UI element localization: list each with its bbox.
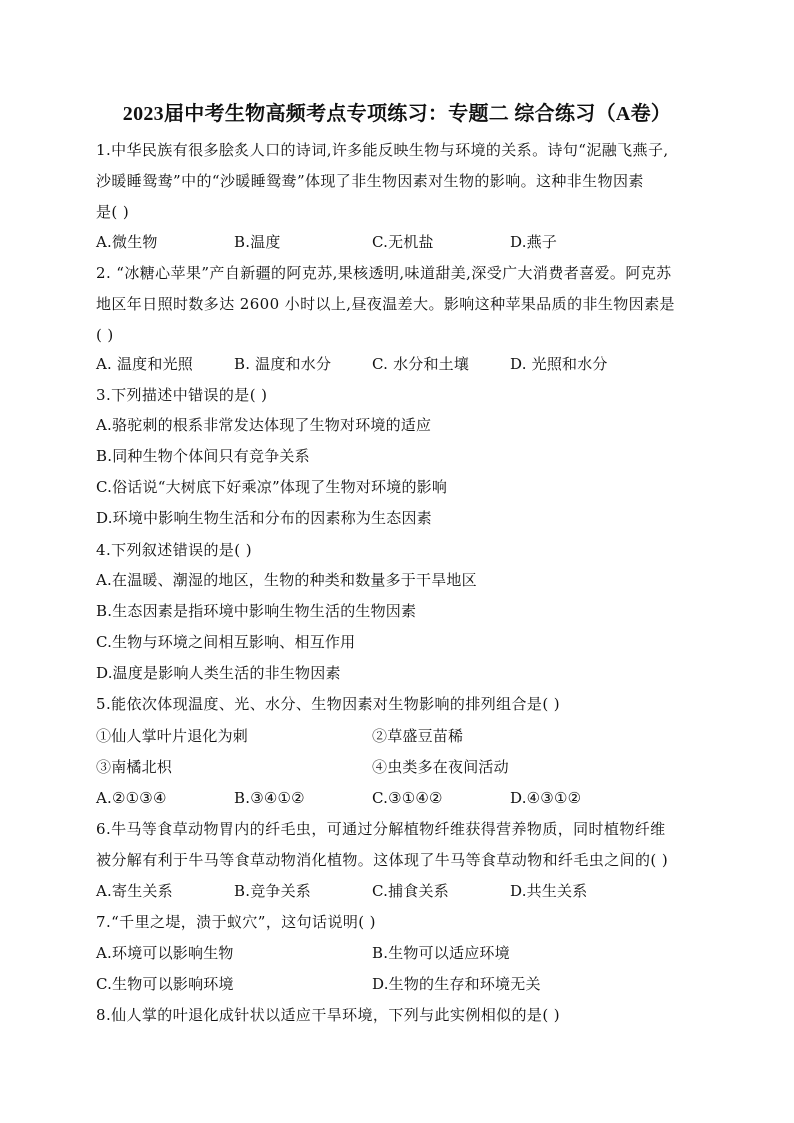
question-5-item-3: ③南橘北枳	[96, 758, 173, 776]
question-7-option-c: C.生物可以影响环境	[96, 975, 234, 993]
question-5-option-c: C.③①④②	[372, 789, 443, 807]
question-2-option-b: B. 温度和水分	[234, 355, 332, 373]
question-2-option-d: D. 光照和水分	[510, 355, 608, 373]
question-4-option-b: B.生态因素是指环境中影响生物生活的生物因素	[96, 602, 417, 620]
question-4-option-a: A.在温暖、潮湿的地区，生物的种类和数量多于干旱地区	[96, 571, 477, 589]
question-5-option-b: B.③④①②	[234, 789, 305, 807]
question-6-option-b: B.竞争关系	[234, 882, 311, 900]
question-7-option-a: A.环境可以影响生物	[96, 944, 234, 962]
question-7-stem: 7.“千里之堤，溃于蚁穴”，这句话说明( )	[96, 913, 376, 931]
question-1-option-a: A.微生物	[96, 233, 158, 251]
question-3-option-b: B.同种生物个体间只有竞争关系	[96, 447, 310, 465]
question-4-option-d: D.温度是影响人类生活的非生物因素	[96, 664, 341, 682]
question-6-stem-line-1: 6.牛马等食草动物胃内的纤毛虫，可通过分解植物纤维获得营养物质，同时植物纤维	[96, 820, 666, 838]
question-1-stem-line-1: 1.中华民族有很多脍炙人口的诗词,许多能反映生物与环境的关系。诗句“泥融飞燕子,	[96, 141, 669, 159]
question-5-option-a: A.②①③④	[96, 789, 167, 807]
question-3-option-a: A.骆驼刺的根系非常发达体现了生物对环境的适应	[96, 416, 432, 434]
question-4-stem: 4.下列叙述错误的是( )	[96, 541, 252, 559]
question-7-option-b: B.生物可以适应环境	[372, 944, 510, 962]
question-5-item-4: ④虫类多在夜间活动	[372, 758, 509, 776]
question-1-option-d: D.燕子	[510, 233, 558, 251]
question-5-item-2: ②草盛豆苗稀	[372, 727, 464, 745]
question-1-option-b: B.温度	[234, 233, 281, 251]
question-6-option-d: D.共生关系	[510, 882, 588, 900]
question-3-option-d: D.环境中影响生物生活和分布的因素称为生态因素	[96, 509, 432, 527]
question-1-option-c: C.无机盐	[372, 233, 434, 251]
question-1-stem-line-2: 沙暖睡鸳鸯”中的“沙暖睡鸳鸯”体现了非生物因素对生物的影响。这种非生物因素	[96, 172, 644, 190]
question-6-option-a: A.寄生关系	[96, 882, 173, 900]
question-2-stem-line-2: 地区年日照时数多达 2600 小时以上,昼夜温差大。影响这种苹果品质的非生物因素是	[96, 295, 675, 313]
question-2-option-c: C. 水分和土壤	[372, 355, 470, 373]
question-3-stem: 3.下列描述中错误的是( )	[96, 386, 268, 404]
question-6-option-c: C.捕食关系	[372, 882, 449, 900]
question-8-stem: 8.仙人掌的叶退化成针状以适应干旱环境，下列与此实例相似的是( )	[96, 1006, 560, 1024]
page-title: 2023届中考生物高频考点专项练习：专题二 综合练习（A卷）	[122, 103, 672, 125]
question-1-stem-line-3: 是( )	[96, 203, 130, 221]
question-4-option-c: C.生物与环境之间相互影响、相互作用	[96, 633, 356, 651]
question-3-option-c: C.俗话说“大树底下好乘凉”体现了生物对环境的影响	[96, 478, 448, 496]
question-2-stem-line-3: ( )	[96, 326, 114, 344]
question-7-option-d: D.生物的生存和环境无关	[372, 975, 541, 993]
question-5-stem: 5.能依次体现温度、光、水分、生物因素对生物影响的排列组合是( )	[96, 695, 560, 713]
question-2-stem-line-1: 2. “冰糖心苹果”产自新疆的阿克苏,果核透明,味道甜美,深受广大消费者喜爱。阿克苏	[96, 264, 672, 282]
question-2-option-a: A. 温度和光照	[96, 355, 193, 373]
question-6-stem-line-2: 被分解有利于牛马等食草动物消化植物。这体现了牛马等食草动物和纤毛虫之间的( )	[96, 851, 669, 869]
question-5-option-d: D.④③①②	[510, 789, 582, 807]
question-5-item-1: ①仙人掌叶片退化为刺	[96, 727, 249, 745]
